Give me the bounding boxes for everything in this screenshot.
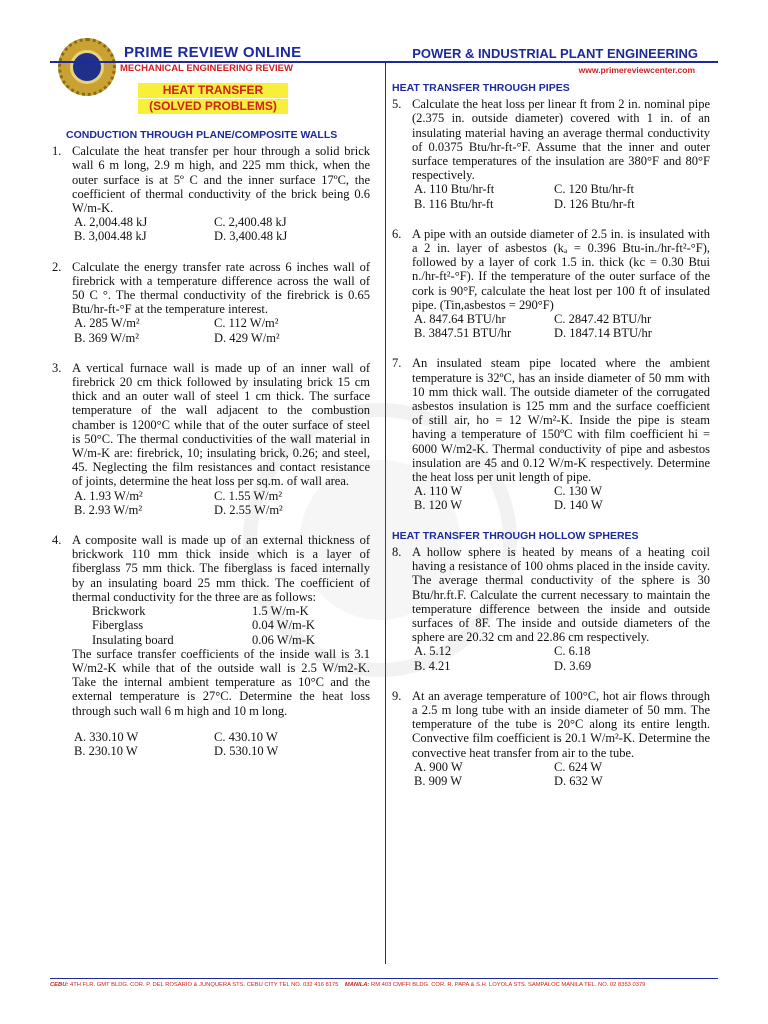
choice-a: A. 900 W bbox=[414, 759, 463, 774]
question-text: A vertical furnace wall is made up of an inner wall of firebrick 20 cm thick followed by insulating brick 15 cm thick and an outer wall of steel 1 cm thick. The surface temperature of the wall adjacent to the combustion chamber is 1200°C while that of the outer surface of steel is 50°C. The thermal conductivities of the wall material in W/m-K are: firebrick, 10; insulating brick, 0.26; and steel, 45. Neglecting the film resistances and contact resistance of joints, determine the heat loss per sq.m. of wall area. bbox=[72, 360, 370, 489]
question-text: A composite wall is made up of an external thickness of brickwork 110 mm thick inside which is a layer of fiberglass 75 mm thick. The fiberglass is faced internally by an insulating board 25 mm thick. The coefficient of thermal conductivity for the three are as follows: bbox=[72, 533, 370, 604]
footer-cebu-label: CEBU: bbox=[50, 982, 69, 988]
table-cell: 0.06 W/m-K bbox=[252, 632, 315, 647]
table-cell: Insulating board bbox=[92, 632, 174, 647]
conductivity-table bbox=[72, 604, 370, 647]
question-8 bbox=[392, 545, 710, 673]
choice-d: D. 429 W/m² bbox=[214, 330, 280, 345]
question-9 bbox=[392, 689, 710, 788]
question-number: 4. bbox=[52, 533, 62, 548]
choice-c: C. 130 W bbox=[554, 484, 603, 499]
choice-b: B. 3,004.48 kJ bbox=[74, 229, 147, 244]
choice-b: B. 4.21 bbox=[414, 658, 451, 673]
question-number: 5. bbox=[392, 97, 402, 112]
title-line-1: HEAT TRANSFER bbox=[138, 83, 288, 98]
question-4 bbox=[52, 533, 370, 758]
choice-c: C. 1.55 W/m² bbox=[214, 488, 283, 503]
right-column bbox=[392, 81, 710, 804]
question-6 bbox=[392, 227, 710, 341]
choice-a: A. 2,004.48 kJ bbox=[74, 215, 148, 230]
section-heading-walls: CONDUCTION THROUGH PLANE/COMPOSITE WALLS bbox=[66, 129, 338, 141]
question-text-continued: The surface transfer coefficients of the inside wall is 3.1 W/m2-K while that of the outside wall is 2.5 W/m2-K. Take the internal ambient temperature as 10°C and the external temperature is 27°C. Determine the heat loss through such wall 6 m high and 10 m long. bbox=[72, 646, 370, 718]
footer-manila-address: RM 403 CMFFI BLDG. COR. R. PAPA & S.H. LOYOLA STS. SAMPALOC MANILA TEL. NO. 02 8353 0379 bbox=[371, 982, 646, 988]
choice-d: D. 140 W bbox=[554, 498, 603, 513]
choice-a: A. 110 W bbox=[414, 484, 463, 499]
footer-addresses bbox=[50, 982, 718, 988]
footer-divider bbox=[50, 978, 718, 979]
answer-choices bbox=[412, 644, 710, 672]
question-number: 2. bbox=[52, 259, 62, 274]
question-5 bbox=[392, 97, 710, 211]
question-number: 9. bbox=[392, 688, 402, 703]
choice-d: D. 632 W bbox=[554, 773, 603, 788]
choice-b: B. 116 Btu/hr-ft bbox=[414, 196, 494, 211]
table-cell: 1.5 W/m-K bbox=[252, 604, 309, 619]
question-text: Calculate the energy transfer rate across 6 inches wall of firebrick with a temperature difference across the wall of 50 C °. The thermal conductivity of the firebrick is 0.65 Btu/hr-ft-°F at the temperature interest. bbox=[72, 259, 370, 317]
choice-c: C. 112 W/m² bbox=[214, 316, 279, 331]
table-cell: Brickwork bbox=[92, 604, 146, 619]
brand-name: PRIME REVIEW ONLINE bbox=[124, 44, 302, 61]
choice-b: B. 120 W bbox=[414, 498, 463, 513]
choice-d: D. 2.55 W/m² bbox=[214, 502, 283, 517]
choice-a: A. 5.12 bbox=[414, 644, 452, 659]
section-heading-spheres: HEAT TRANSFER THROUGH HOLLOW SPHERES bbox=[392, 529, 639, 542]
choice-a: A. 847.64 BTU/hr bbox=[414, 312, 506, 327]
question-text: At an average temperature of 100°C, hot air flows through a 2.5 m long tube with an inside diameter of 50 mm. The temperature of the tube is 20°C along its entire length. Convective film coefficient is 20.1 W/m²-K. Determine the convective heat transfer from air to the tube. bbox=[412, 688, 710, 760]
answer-choices bbox=[412, 484, 710, 512]
table-cell: 0.04 W/m-K bbox=[252, 618, 315, 633]
choice-d: D. 3,400.48 kJ bbox=[214, 229, 288, 244]
choice-c: C. 624 W bbox=[554, 759, 603, 774]
section-heading-pipes: HEAT TRANSFER THROUGH PIPES bbox=[392, 82, 570, 94]
question-text: A hollow sphere is heated by means of a heating coil having a resistance of 100 ohms placed in the inside cavity. The average thermal conductivity of the sphere is 30 Btu/hr.ft.F. Calculate the current necessary to maintain the temperature difference between the inside and outside surfaces of 8F. The inside and outside diameters of the sphere are 20.32 cm and 22.86 cm respectively. bbox=[412, 544, 710, 645]
document-title bbox=[138, 82, 288, 115]
question-text: Calculate the heat loss per linear ft from 2 in. nominal pipe (2.375 in. outside diameter) covered with 1 in. of an insulating material having an average thermal conductivity of 0.0375 Btu/hr-ft-°F. Assume that the inner and outer surface temperatures of the insulation are 380°F and 80°F respectively. bbox=[412, 97, 710, 183]
question-7 bbox=[392, 356, 710, 512]
choice-b: B. 230.10 W bbox=[74, 743, 138, 758]
brand-subtitle: MECHANICAL ENGINEERING REVIEW bbox=[120, 63, 293, 74]
choice-b: B. 3847.51 BTU/hr bbox=[414, 326, 512, 341]
choice-c: C. 2,400.48 kJ bbox=[214, 215, 287, 230]
choice-a: A. 1.93 W/m² bbox=[74, 488, 143, 503]
answer-choices bbox=[72, 730, 370, 758]
answer-choices bbox=[72, 316, 370, 344]
website-link[interactable]: www.primereviewcenter.com bbox=[578, 65, 695, 75]
choice-a: A. 110 Btu/hr-ft bbox=[414, 182, 495, 197]
question-number: 8. bbox=[392, 544, 402, 559]
answer-choices bbox=[412, 182, 710, 210]
title-line-2: (SOLVED PROBLEMS) bbox=[138, 99, 288, 114]
footer-cebu-address: 4TH FLR. GMT BLDG. COR. P. DEL ROSARIO & JUNQUERA STS. CEBU CITY TEL NO. 032 416 8175 bbox=[69, 982, 339, 988]
choice-c: C. 6.18 bbox=[554, 644, 591, 659]
choice-c: C. 430.10 W bbox=[214, 729, 278, 744]
footer-manila-label: MANILA: bbox=[344, 982, 370, 988]
choice-d: D. 530.10 W bbox=[214, 743, 279, 758]
choice-c: C. 2847.42 BTU/hr bbox=[554, 312, 652, 327]
question-text: A pipe with an outside diameter of 2.5 in. is insulated with a 2 in. layer of asbestos (kₐ = 0.396 Btu-in./hr-ft²-°F), followed by a layer of cork 1.5 in. thick (kc = 0.30 Btui n./hr-ft²-°F). If the temperature of the outer surface of the cork is 90°F, calculate the heat lost per 100 ft of insulated pipe. (Tin,asbestos = 290°F) bbox=[412, 226, 710, 312]
question-3 bbox=[52, 361, 370, 517]
choice-b: B. 2.93 W/m² bbox=[74, 502, 143, 517]
choice-c: C. 120 Btu/hr-ft bbox=[554, 182, 634, 197]
choice-d: D. 1847.14 BTU/hr bbox=[554, 326, 652, 341]
choice-b: B. 369 W/m² bbox=[74, 330, 139, 345]
answer-choices bbox=[72, 489, 370, 517]
question-2 bbox=[52, 260, 370, 345]
question-number: 3. bbox=[52, 360, 62, 375]
question-number: 6. bbox=[392, 226, 402, 241]
question-number: 1. bbox=[52, 144, 62, 159]
choice-d: D. 3.69 bbox=[554, 658, 592, 673]
answer-choices bbox=[412, 760, 710, 788]
question-1 bbox=[52, 144, 370, 243]
answer-choices bbox=[72, 215, 370, 243]
choice-d: D. 126 Btu/hr-ft bbox=[554, 196, 635, 211]
answer-choices bbox=[412, 312, 710, 340]
choice-a: A. 285 W/m² bbox=[74, 316, 140, 331]
choice-a: A. 330.10 W bbox=[74, 729, 139, 744]
logo-icon bbox=[58, 38, 116, 96]
header-divider bbox=[50, 61, 718, 63]
question-number: 7. bbox=[392, 356, 402, 371]
table-cell: Fiberglass bbox=[92, 618, 144, 633]
subject-title: POWER & INDUSTRIAL PLANT ENGINEERING bbox=[412, 46, 698, 61]
left-column bbox=[52, 128, 370, 774]
question-text: An insulated steam pipe located where the ambient temperature is 32ºC, has an inside diameter of 50 mm with 10 mm thick wall. The outside diameter of the corrugated asbestos insulation is 125 mm and the surface coefficient of still air, ho = 12 W/m²-K. Inside the pipe is steam having a temperature of 150ºC with film coefficient hi = 6000 W/m2-K. Thermal conductivity of pipe and asbestos insulation are 45 and 0.12 W/m-K respectively. Determine the heat loss per unit length of pipe. bbox=[412, 356, 710, 485]
question-text: Calculate the heat transfer per hour through a solid brick wall 6 m long, 2.9 m high, and 225 mm thick, when the outer surface is at 5º C and the inner surface 17ºC, the coefficient of thermal conductivity of the brick being 0.6 W/m-K. bbox=[72, 144, 370, 216]
choice-b: B. 909 W bbox=[414, 773, 463, 788]
